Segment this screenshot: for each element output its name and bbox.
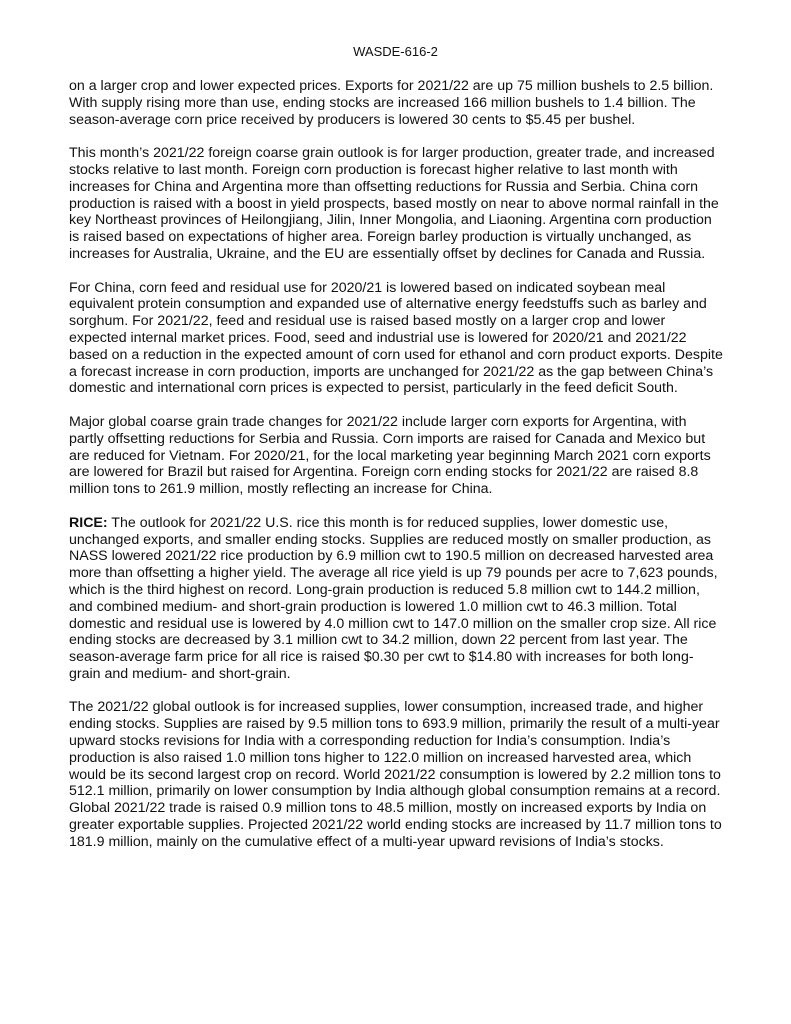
paragraph-corn-exports: on a larger crop and lower expected prices. Exports for 2021/22 are up 75 million bushels to 2.5 billion. With supply rising more than use, ending stocks are increased 166 million bushels to 1.4 billion. The season-average corn price received by producers is lowered 30 cents to $5.45 per bushel.	[69, 78, 714, 128]
page-header: WASDE-616-2	[353, 44, 438, 59]
rice-paragraph-text: The outlook for 2021/22 U.S. rice this month is for reduced supplies, lower domestic use, unchanged exports, and smaller ending stocks. Supplies are reduced mostly on smaller production, as NASS lowered 2021/22 rice production by 6.9 million cwt to 190.5 million on decreased harvested area more than offsetting a higher yield. The average all rice yield is up 79 pounds per acre to 7,623 pounds, which is the third highest on record. Long-grain production is reduced 5.8 million cwt to 144.2 million, and combined medium- and short-grain production is lowered 1.0 million cwt to 46.3 million. Total domestic and residual use is lowered by 4.0 million cwt to 147.0 million on the smaller crop size. All rice ending stocks are decreased by 3.1 million cwt to 34.2 million, down 22 percent from last year. The season-average farm price for all rice is raised $0.30 per cwt to $14.80 with increases for both long-grain and medium- and short-grain.	[69, 514, 718, 682]
paragraph-foreign-coarse-grain: This month’s 2021/22 foreign coarse grain outlook is for larger production, greater trade, and increased stocks relative to last month. Foreign corn production is forecast higher relative to last month with increases for China and Argentina more than offsetting reductions for Russia and Serbia. China corn production is raised with a boost in yield prospects, based mostly on near to above normal rainfall in the key Northeast provinces of Heilongjiang, Jilin, Inner Mongolia, and Liaoning. Argentina corn production is raised based on expectations of higher area. Foreign barley production is virtually unchanged, as increases for Australia, Ukraine, and the EU are essentially offset by declines for Canada and Russia.	[69, 145, 719, 262]
paragraph-global-trade: Major global coarse grain trade changes for 2021/22 include larger corn exports for Argentina, with partly offsetting reductions for Serbia and Russia. Corn imports are raised for Canada and Mexico but are reduced for Vietnam. For 2020/21, for the local marketing year beginning March 2021 corn exports are lowered for Brazil but raised for Argentina. Foreign corn ending stocks for 2021/22 are raised 8.8 million tons to 261.9 million, mostly reflecting an increase for China.	[69, 413, 711, 498]
body-text	[69, 78, 724, 867]
paragraph-global-rice-outlook: The 2021/22 global outlook is for increased supplies, lower consumption, increased trade, and higher ending stocks. Supplies are raised by 9.5 million tons to 693.9 million, primarily the result of a multi-year upward stocks revisions for India with a corresponding reduction for India’s consumption. India’s production is also raised 1.0 million tons higher to 122.0 million on increased harvested area, which would be its second largest crop on record. World 2021/22 consumption is lowered by 2.2 million tons to 512.1 million, primarily on lower consumption by India although global consumption remains at a record. Global 2021/22 trade is raised 0.9 million tons to 48.5 million, mostly on increased exports by India on greater exportable supplies. Projected 2021/22 world ending stocks are increased by 11.7 million tons to 181.9 million, mainly on the cumulative effect of a multi-year upward revisions of India’s stocks.	[69, 699, 722, 850]
rice-section-heading: RICE:	[69, 514, 108, 531]
paragraph-rice	[69, 515, 724, 683]
paragraph-china-corn: For China, corn feed and residual use for 2020/21 is lowered based on indicated soybean meal equivalent protein consumption and expanded use of alternative energy feedstuffs such as barley and sorghum. For 2021/22, feed and residual use is raised based mostly on a larger crop and lower expected internal market prices. Food, seed and industrial use is lowered for 2020/21 and 2021/22 based on a reduction in the expected amount of corn used for ethanol and corn product exports. Despite a forecast increase in corn production, imports are unchanged for 2021/22 as the gap between China’s domestic and international corn prices is expected to persist, particularly in the feed deficit South.	[69, 279, 723, 397]
